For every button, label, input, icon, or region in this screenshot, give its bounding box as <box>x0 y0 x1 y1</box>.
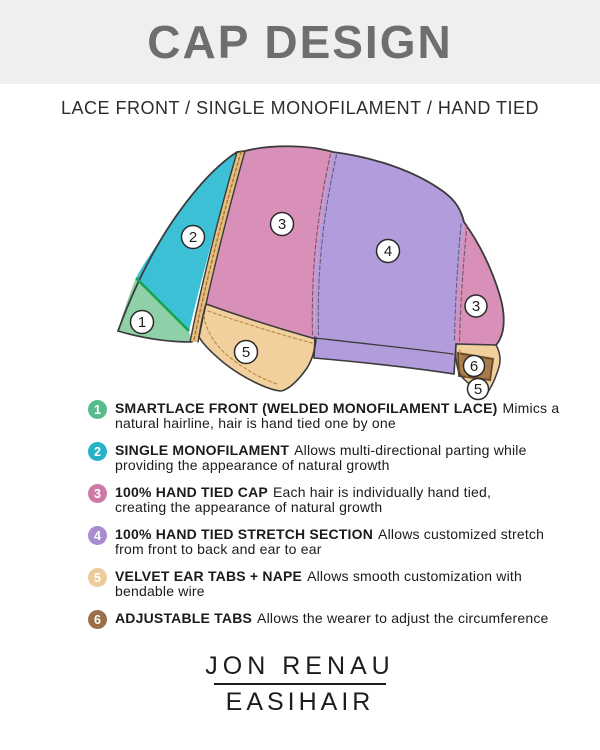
svg-text:2: 2 <box>188 229 198 246</box>
legend <box>88 401 566 641</box>
marker-5 <box>235 341 258 364</box>
legend-desc-line2: creating the appearance of natural growth <box>115 499 383 515</box>
marker-5-back <box>468 379 489 400</box>
stretch-band-left-edge <box>314 337 315 358</box>
legend-desc: Mimics a <box>502 400 560 416</box>
svg-text:5: 5 <box>473 381 483 398</box>
legend-item-hand-tied <box>88 485 566 515</box>
legend-title: 100% HAND TIED CAP <box>115 484 268 500</box>
legend-title: VELVET EAR TABS + NAPE <box>115 568 303 584</box>
legend-title: ADJUSTABLE TABS <box>115 610 253 626</box>
legend-title: SMARTLACE FRONT (WELDED MONOFILAMENT LACE) <box>115 400 498 416</box>
marker-6 <box>464 356 485 377</box>
legend-item-lace-front <box>88 401 566 431</box>
svg-text:6: 6 <box>469 358 479 375</box>
svg-text:3: 3 <box>471 298 481 315</box>
legend-desc: Allows customized stretch <box>378 526 545 542</box>
legend-badge-2: 2 <box>88 442 107 461</box>
legend-item-single-mono <box>88 443 566 473</box>
legend-desc-line2: bendable wire <box>115 583 205 599</box>
legend-desc-line2: natural hairline, hair is hand tied one by one <box>115 415 396 431</box>
legend-badge-5: 5 <box>88 568 107 587</box>
legend-item-ear-tabs <box>88 569 566 599</box>
svg-text:5: 5 <box>241 344 251 361</box>
legend-badge-1: 1 <box>88 400 107 419</box>
legend-desc: Allows the wearer to adjust the circumference <box>257 610 549 626</box>
brand-divider <box>214 683 386 685</box>
page-title: CAP DESIGN <box>147 16 453 68</box>
svg-text:3: 3 <box>277 216 287 233</box>
legend-title: 100% HAND TIED STRETCH SECTION <box>115 526 374 542</box>
marker-2 <box>182 226 205 249</box>
legend-desc: Allows multi-directional parting while <box>294 442 527 458</box>
marker-3-back <box>465 295 487 317</box>
legend-desc-line2: from front to back and ear to ear <box>115 541 322 557</box>
brand-sub-name: EASIHAIR <box>225 688 375 716</box>
legend-badge-6: 6 <box>88 610 107 629</box>
legend-item-adjustable-tabs <box>88 611 566 629</box>
brand-logo <box>0 652 600 717</box>
legend-item-stretch <box>88 527 566 557</box>
subtitle: LACE FRONT / SINGLE MONOFILAMENT / HAND TIED <box>60 98 540 118</box>
legend-desc-line2: providing the appearance of natural growth <box>115 457 390 473</box>
marker-1 <box>131 311 154 334</box>
legend-badge-3: 3 <box>88 484 107 503</box>
legend-title: SINGLE MONOFILAMENT <box>115 442 290 458</box>
legend-desc: Allows smooth customization with <box>307 568 523 584</box>
svg-text:4: 4 <box>383 243 393 260</box>
brand-name: JON RENAU <box>205 652 395 680</box>
svg-text:1: 1 <box>137 314 147 331</box>
legend-desc: Each hair is individually hand tied, <box>272 484 492 500</box>
marker-4 <box>377 240 400 263</box>
marker-3 <box>271 213 294 236</box>
legend-badge-4: 4 <box>88 526 107 545</box>
